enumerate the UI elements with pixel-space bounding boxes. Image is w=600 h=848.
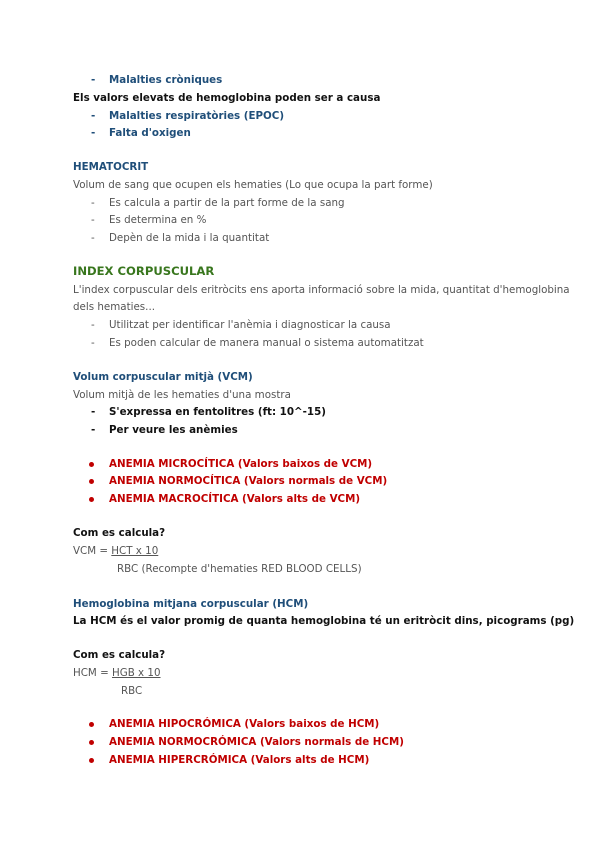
bullet-dot-icon (89, 462, 94, 467)
section-heading: Els valors elevats de hemoglobina poden ser a causa (73, 92, 381, 104)
anemia-item: ANEMIA HIPOCRÓMICA (Valors baixos de HCM) (109, 718, 380, 730)
list-item: Per veure les anèmies (109, 424, 238, 436)
vcm-desc: Volum mitjà de les hematies d'una mostra (73, 389, 291, 401)
index-desc-line2: dels hematies... (73, 301, 155, 313)
bullet-dot-icon (89, 479, 94, 484)
list-item: Utilitzat per identificar l'anèmia i diagnosticar la causa (109, 319, 391, 331)
hcm-title: Hemoglobina mitjana corpuscular (HCM) (73, 598, 309, 610)
formula-numerator: HCT x 10 (111, 545, 159, 557)
index-desc-line1: L'index corpuscular dels eritròcits ens aporta informació sobre la mida, quantitat d'hemoglobina (73, 284, 570, 296)
hematocrit-title: HEMATOCRIT (73, 161, 149, 173)
formula-denominator: RBC (Recompte d'hematies RED BLOOD CELLS) (117, 563, 362, 575)
calc-heading: Com es calcula? (73, 649, 166, 661)
dash-marker: - (91, 214, 95, 226)
dash-marker: - (91, 337, 95, 349)
index-title: INDEX CORPUSCULAR (73, 264, 215, 278)
anemia-item: ANEMIA MACROCÍTICA (Valors alts de VCM) (109, 493, 361, 505)
hcm-formula (73, 666, 161, 680)
list-item: Es calcula a partir de la part forme de la sang (109, 197, 345, 209)
list-item: Es determina en % (109, 214, 207, 226)
bullet-dot-icon (89, 758, 94, 763)
formula-prefix: HCM = (73, 667, 112, 679)
anemia-item: ANEMIA MICROCÍTICA (Valors baixos de VCM) (109, 458, 373, 470)
formula-prefix: VCM = (73, 545, 112, 557)
anemia-item: ANEMIA HIPERCRÓMICA (Valors alts de HCM) (109, 754, 370, 766)
list-item: Malalties cròniques (109, 74, 223, 86)
dash-marker: - (91, 406, 96, 418)
bullet-dot-icon (89, 740, 94, 745)
dash-marker: - (91, 232, 95, 244)
calc-heading: Com es calcula? (73, 527, 166, 539)
list-item: Depèn de la mida i la quantitat (109, 232, 270, 244)
bullet-dot-icon (89, 722, 94, 727)
hematocrit-desc: Volum de sang que ocupen els hematies (Lo que ocupa la part forme) (73, 179, 433, 191)
formula-numerator: HGB x 10 (112, 667, 161, 679)
formula-denominator: RBC (121, 685, 143, 697)
hcm-desc: La HCM és el valor promig de quanta hemoglobina té un eritròcit dins, picograms (pg) (73, 615, 575, 627)
dash-marker: - (91, 197, 95, 209)
dash-marker: - (91, 127, 96, 139)
dash-marker: - (91, 319, 95, 331)
anemia-item: ANEMIA NORMOCÍTICA (Valors normals de VCM) (109, 475, 388, 487)
list-item: S'expressa en fentolitres (ft: 10^-15) (109, 406, 326, 418)
vcm-title: Volum corpuscular mitjà (VCM) (73, 371, 253, 383)
anemia-item: ANEMIA NORMOCRÓMICA (Valors normals de HCM) (109, 736, 404, 748)
vcm-formula (73, 544, 158, 558)
bullet-dot-icon (89, 497, 94, 502)
dash-marker: - (91, 110, 96, 122)
list-item: Es poden calcular de manera manual o sistema automatitzat (109, 337, 424, 349)
dash-marker: - (91, 424, 96, 436)
list-item: Falta d'oxigen (109, 127, 191, 139)
list-item: Malalties respiratòries (EPOC) (109, 110, 285, 122)
dash-marker: - (91, 74, 96, 86)
